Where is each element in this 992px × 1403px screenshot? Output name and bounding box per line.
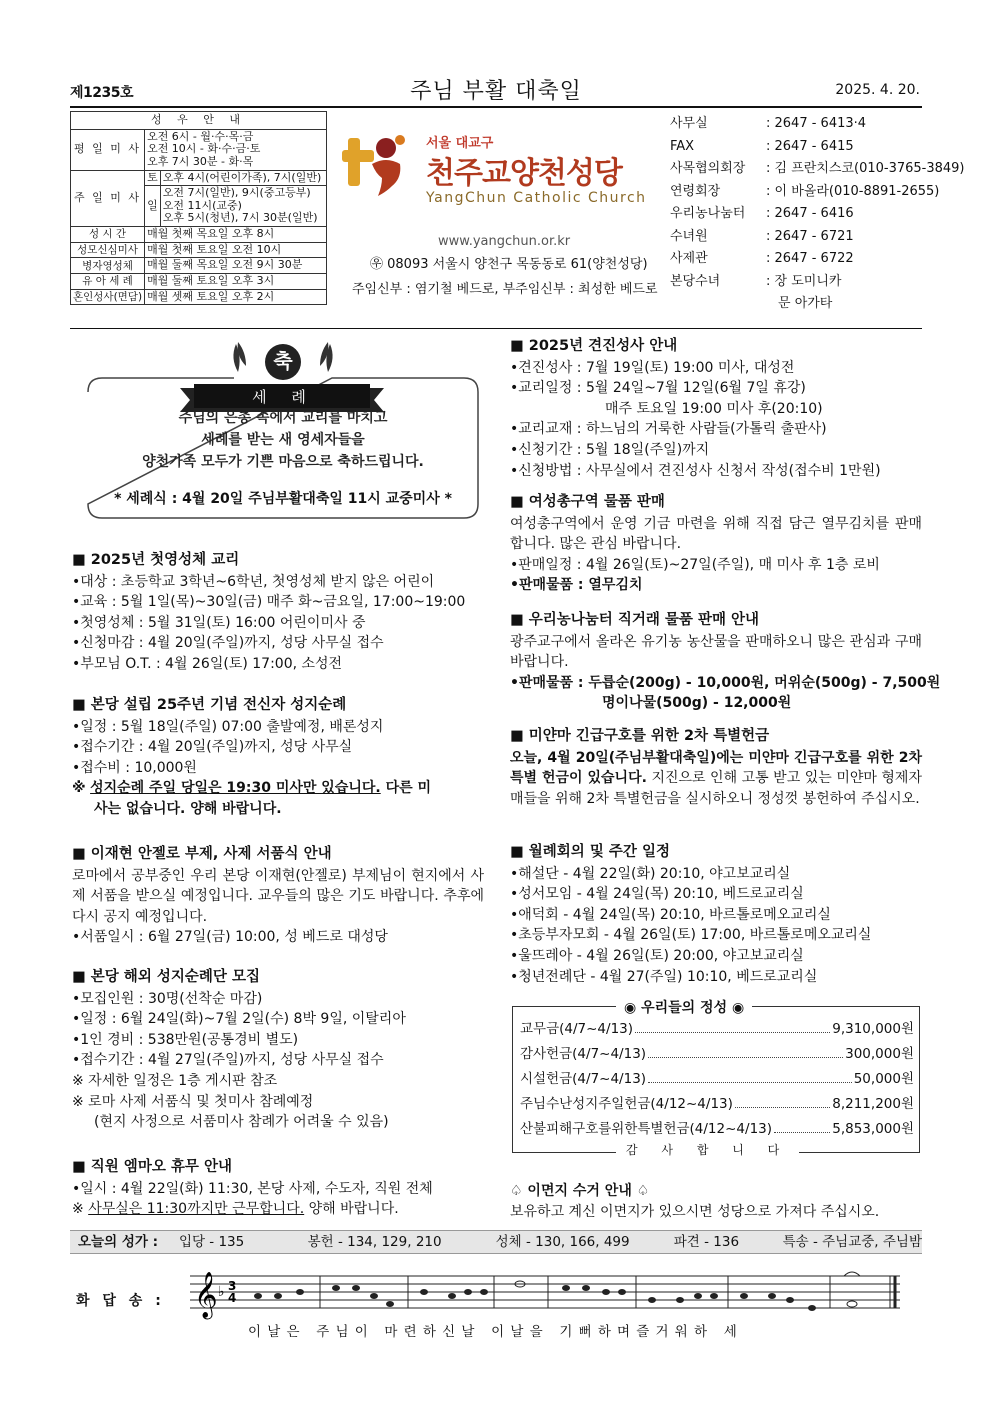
weekday-mass-label: 평 일 미 사 (71, 129, 145, 170)
contact-row: 수녀원 : 2647 - 6721 (670, 228, 854, 244)
weekday-mass-times: 오전 6시 - 월·수·목·금 오전 10시 - 화·수·금·토 오후 7시 30분 - 화·목 (145, 129, 327, 170)
section-ordination: ■ 이재현 안젤로 부제, 사제 서품식 안내 로마에서 공부중인 우리 본당 이재현(안젤로) 부제님이 현지에서 사제 서품을 받으실 예정입니다. 교우들의 많은 기도 바랍니다. 추후에 다시 공지 예정입니다. •서품일시 : 6월 27일(금) 10:00, 성 베드로 대성당 (72, 844, 484, 948)
sunday-mass-label: 주 일 미 사 (71, 170, 145, 227)
issue-number: 제1235호 (70, 85, 134, 101)
section-kimchi-sale: ■ 여성총구역 물품 판매 여성총구역에서 운영 기금 마련을 위해 직접 담근 열무김치를 판매합니다. 많은 관심 바랍니다. •판매일정 : 4월 26일(토)~27일(주일), 매 미사 후 1층 로비 •판매물품 : 열무김치 (510, 492, 922, 596)
church-address: ㉾ 08093 서울시 양천구 목동동로 61(양천성당) (370, 257, 648, 272)
contact-row: 우리농나눔터 : 2647 - 6416 (670, 206, 854, 221)
bulletin-title: 주님 부활 대축일 (410, 79, 582, 104)
section-myanmar-offering: ■ 미얀마 긴급구호를 위한 2차 특별헌금 오늘, 4월 20일(주님부활대축일)에는 미얀마 긴급구호를 위한 2차 특별 헌금이 있습니다. 지진으로 인해 고통 받고 있는 미얀마 형제자매들을 위해 2차 특별헌금을 실시하오니 정성껏 봉헌하여 주십시오. (510, 726, 922, 809)
section-confirmation: ■ 2025년 견진성사 안내 •견진성사 : 7월 19일(토) 19:00 미사, 대성전 •교리일정 : 5월 24일~7월 12일(6월 7일 휴강) 매주 토요일 19:00 미사 후(20:10) •교리교재 : 하느님의 거룩한 사람들(가톨릭 출판사) •신청기간 : 5월 18일(주일)까지 •신청방법 : 사무실에서 견진성사 신청서 작성(접수비 1만원) (510, 336, 922, 481)
offering-row: 주님수난성지주일헌금(4/12~4/13) 8,211,200원 (520, 1096, 914, 1112)
section-rule (70, 328, 922, 329)
church-name: 천주교양천성당 (426, 156, 622, 191)
priests-info: 주임신부 : 염기철 베드로, 부주임신부 : 최성한 베드로 (352, 282, 658, 297)
section-pilgrimage: ■ 본당 설립 25주년 기념 전신자 성지순례 •일정 : 5월 18일(주일) 07:00 출발예정, 배론성지 •접수기간 : 4월 20일(주일)까지, 성당 사무실 •접수비 : 10,000원 ※ 성지순례 주일 당일은 19:30 미사만 있습니다. 다른 미 사는 없습니다. 양해 바랍니다. (72, 695, 484, 820)
svg-text:4: 4 (228, 1291, 237, 1305)
baptism-ceremony: * 세례식 : 4월 20일 주님부활대축일 11시 교중미사 * (114, 491, 452, 507)
hymn-entrance: 입당 - 135 (178, 1234, 245, 1250)
bulletin-date: 2025. 4. 20. (835, 82, 920, 98)
contact-row: 사목협의회장 : 김 프란치스코(010-3765-3849) (670, 161, 965, 176)
section-overseas-pilgrimage: ■ 본당 해외 성지순례단 모집 •모집인원 : 30명(선착순 마감) •일정 : 6월 24일(화)~7월 2일(수) 8박 9일, 이탈리아 •1인 경비 : 538만원(공통경비 별도) •접수기간 : 4월 27일(주일)까지, 성당 사무실 접수 ※ 자세한 일정은 1층 게시판 참조 ※ 로마 사제 서품식 및 첫미사 참례예정 (현지 사정으로 서품미사 참례가 어려울 수 있음) (72, 967, 484, 1133)
section-scrap-paper: ♤ 이면지 수거 안내 ♤ 보유하고 계신 이면지가 있으시면 성당으로 가져다 주십시오. (510, 1183, 880, 1220)
contact-row: 사무실 : 2647 - 6413·4 (670, 116, 867, 131)
baptism-ribbon: 세 례 (252, 388, 316, 406)
website-url[interactable]: www.yangchun.or.kr (438, 234, 571, 249)
offering-row: 시설헌금(4/7~4/13) 50,000원 (520, 1071, 914, 1087)
hymn-special: 특송 - 주님교중, 주님밤 (782, 1234, 922, 1250)
church-logo-icon (342, 130, 420, 202)
service-table: 성 우 안 내 평 일 미 사 오전 6시 - 월·수·목·금 오전 10시 - 화·수·금·토 오후 7시 30분 - 화·목 주 일 미 사 토 오후 4시(어린이가족), 7시(일반) 일 오전 7시(일반), 9시(중고등부) 오전 11시(교중) 오후 5시(청년), 7시 30분(일반) 성 시 간 매월 첫째 목요일 오후 8시 성모신심미사 매월 첫째 토요일 오전 10시 병자영성체 매월 둘째 목요일 오전 9시 30분 유 아 세 례 매월 둘째 토요일 오후 3시 혼인성사(면담) 매월 셋째 토요일 오후 2시 (70, 111, 327, 305)
contact-row: 문 아가타 (778, 296, 833, 311)
contact-row: 사제관 : 2647 - 6722 (670, 251, 854, 266)
offering-row: 교무금(4/7~4/13) 9,310,000원 (520, 1021, 914, 1037)
baptism-message: 주님의 은총 속에서 교리를 마치고 세례를 받는 새 영세자들을 양천가족 모두가 기쁜 마음으로 축하드립니다. (142, 410, 424, 470)
svg-text:𝄞: 𝄞 (194, 1272, 218, 1318)
offering-thanks: 감 사 합 니 다 (616, 1141, 799, 1158)
hymn-bar (70, 1230, 922, 1254)
hymn-label: 오늘의 성가 : (78, 1234, 159, 1250)
music-staff-icon (190, 1266, 900, 1322)
svg-text:3: 3 (228, 1279, 237, 1293)
section-staff-holiday: ■ 직원 엠마오 휴무 안내 •일시 : 4월 22일(화) 11:30, 본당 사제, 수도자, 직원 전체 ※ 사무실은 11:30까지만 근무합니다. 양해 바랍니다. (72, 1157, 484, 1220)
offering-row: 감사헌금(4/7~4/13) 300,000원 (520, 1046, 914, 1062)
service-table-title: 성 우 안 내 (71, 112, 327, 130)
celebration-badge: 축 (273, 349, 293, 373)
section-weekly-schedule: ■ 월례회의 및 주간 일정 •해설단 - 4월 22일(화) 20:10, 야고보교리실 •성서모임 - 4월 24일(목) 20:10, 베드로교리실 •애덕회 - 4월 24일(목) 20:10, 바르톨로메오교리실 •초등부자모회 - 4월 26일(토) 17:00, 바르톨로메오교리실 •울뜨레아 - 4월 26일(토) 20:00, 야고보교리실 •청년전례단 - 4월 27(주일) 10:10, 베드로교리실 (510, 842, 922, 987)
hymn-communion: 성체 - 130, 166, 499 (495, 1234, 630, 1250)
hymn-recessional: 파견 - 136 (673, 1234, 740, 1250)
contact-row: FAX : 2647 - 6415 (670, 138, 854, 154)
offering-rows (520, 1017, 914, 1142)
psalm-lyrics: 이날은 주님이 마련하신날 이날을 기뻐하며즐거워하 세 (248, 1324, 743, 1340)
header-rule (70, 106, 922, 108)
archdiocese-label: 서울 대교구 (426, 136, 494, 151)
svg-text:♭: ♭ (218, 1284, 225, 1300)
sunday-mass-times: 오전 7시(일반), 9시(중고등부) 오전 11시(교중) 오후 5시(청년), 7시 30분(일반) (160, 186, 326, 227)
section-farm-sale: ■ 우리농나눔터 직거래 물품 판매 안내 광주교구에서 올라온 유기농 농산물을 판매하오니 많은 관심과 구매 바랍니다. •판매물품 : 두릅순(200g) - 10,000원, 머위순(500g) - 7,500원 명이나물(500g) - 12,000원 (510, 610, 922, 714)
contact-row: 본당수녀 : 장 도미니카 (670, 273, 842, 289)
hymn-offertory: 봉헌 - 134, 129, 210 (307, 1234, 442, 1250)
psalm-label: 화 답 송 : (76, 1293, 165, 1309)
saturday-mass-times: 오후 4시(어린이가족), 7시(일반) (160, 170, 326, 186)
contact-list (670, 113, 965, 316)
church-name-english: YangChun Catholic Church (426, 190, 647, 206)
section-first-communion: ■ 2025년 첫영성체 교리 •대상 : 초등학교 3학년~6학년, 첫영성체 받지 않은 어린이 •교육 : 5월 1일(목)~30일(금) 매주 화~금요일, 17:00~19:00 •첫영성체 : 5월 31일(토) 16:00 어린이미사 중 •신청마감 : 4월 20일(주일)까지, 성당 사무실 접수 •부모님 O.T. : 4월 26일(토) 17:00, 소성전 (72, 550, 484, 675)
contact-row: 연령회장 : 이 바올라(010-8891-2655) (670, 183, 940, 199)
offering-title: ◉ 우리들의 정성 ◉ (616, 997, 752, 1017)
offering-row: 산불피해구호를위한특별헌금(4/12~4/13) 5,853,000원 (520, 1121, 914, 1137)
